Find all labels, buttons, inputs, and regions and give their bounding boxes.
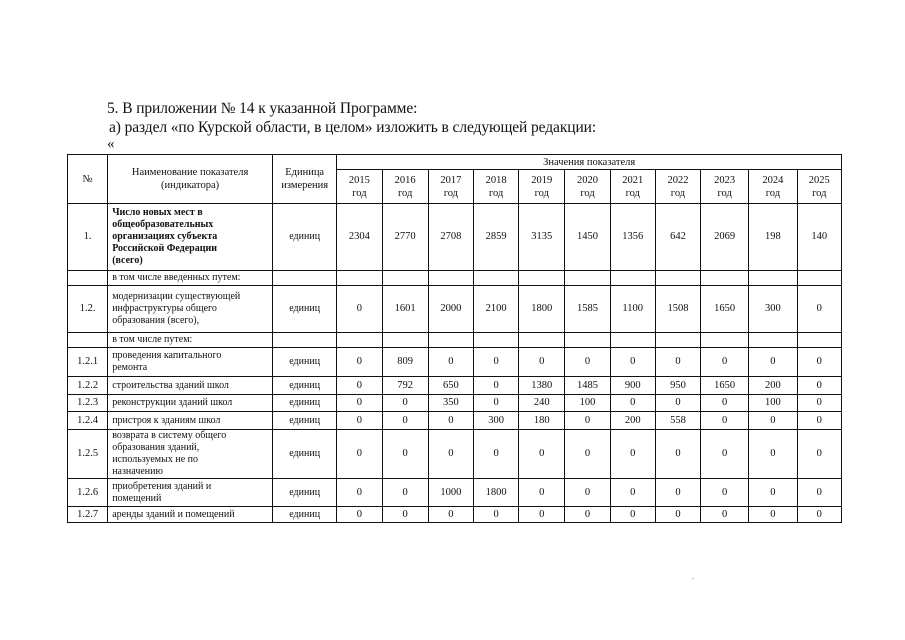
indicator-name-line: назначению [112, 466, 163, 477]
row-number: 1.2.3 [68, 395, 108, 412]
table-row [68, 377, 842, 395]
indicator-name [108, 204, 273, 271]
value-cell: 0 [519, 479, 565, 507]
empty-cell [337, 333, 382, 348]
value-cell: 0 [382, 507, 428, 523]
empty-cell [382, 271, 428, 286]
indicator-name-line: аренды зданий и помещений [112, 508, 235, 520]
value-cell: 0 [701, 395, 749, 412]
value-cell: 0 [565, 479, 610, 507]
header-year-word: год [352, 187, 367, 199]
value-cell: 0 [473, 377, 518, 395]
unit-cell: единиц [273, 204, 337, 271]
empty-cell [428, 271, 473, 286]
value-cell: 300 [749, 286, 797, 333]
indicator-name-line: проведения капитального [112, 350, 222, 361]
indicator-name-line: Российской Федерации [112, 243, 218, 254]
empty-cell [749, 271, 797, 286]
header-year-0 [337, 170, 382, 204]
header-number: № [68, 155, 108, 204]
empty-cell [382, 333, 428, 348]
indicator-name-line: помещений [112, 492, 162, 504]
value-cell: 300 [473, 412, 518, 430]
empty-cell [473, 271, 518, 286]
value-cell: 100 [565, 395, 610, 412]
empty-cell [610, 271, 655, 286]
value-cell: 1356 [610, 204, 655, 271]
value-cell: 0 [428, 412, 473, 430]
value-cell: 0 [337, 479, 382, 507]
empty-cell [701, 333, 749, 348]
header-year-number: 2023 [714, 174, 736, 186]
header-year-number: 2020 [577, 174, 599, 186]
value-cell: 0 [428, 348, 473, 377]
value-cell: 0 [797, 348, 841, 377]
empty-cell [565, 271, 610, 286]
indicator-name-line: общеобразовательных [112, 219, 214, 230]
value-cell: 0 [701, 507, 749, 523]
unit-cell: единиц [273, 430, 337, 479]
empty-cell [273, 333, 337, 348]
empty-cell [273, 271, 337, 286]
empty-cell [337, 271, 382, 286]
indicator-name-line: образования зданий, [112, 442, 200, 453]
value-cell: 0 [610, 507, 655, 523]
indicator-name-line: пристроя к зданиям школ [112, 414, 221, 426]
scan-speck [692, 578, 694, 579]
indicator-name-line: приобретения зданий и [112, 480, 212, 492]
indicator-name-line: модернизации существующей [112, 291, 241, 302]
header-values-group: Значения показателя [337, 155, 842, 170]
header-year-word: год [534, 187, 549, 199]
value-cell: 0 [749, 412, 797, 430]
header-year-number: 2018 [485, 174, 507, 186]
header-year-3 [473, 170, 518, 204]
row-number: 1. [68, 204, 108, 271]
value-cell: 0 [473, 348, 518, 377]
header-year-4 [519, 170, 565, 204]
indicator-name [108, 412, 273, 430]
value-cell: 1800 [473, 479, 518, 507]
header-year-1 [382, 170, 428, 204]
value-cell: 200 [610, 412, 655, 430]
value-cell: 0 [337, 348, 382, 377]
row-number: 1.2. [68, 286, 108, 333]
value-cell: 0 [337, 286, 382, 333]
document-heading [107, 99, 867, 151]
header-year-word: год [397, 187, 413, 199]
indicator-name-line: инфраструктуры общего [112, 303, 217, 314]
value-cell: 0 [749, 348, 797, 377]
indicator-name [108, 377, 273, 395]
table-subheader-row [68, 271, 842, 286]
indicator-name [108, 395, 273, 412]
table-body [68, 204, 842, 523]
table-row [68, 286, 842, 333]
value-cell: 180 [519, 412, 565, 430]
unit-cell: единиц [273, 395, 337, 412]
header-year-word: год [812, 187, 827, 199]
header-year-number: 2024 [762, 174, 784, 186]
value-cell: 558 [655, 412, 700, 430]
value-cell: 0 [797, 412, 841, 430]
value-cell: 240 [519, 395, 565, 412]
value-cell: 0 [337, 430, 382, 479]
value-cell: 0 [565, 507, 610, 523]
value-cell: 0 [797, 479, 841, 507]
indicator-name [108, 430, 273, 479]
value-cell: 0 [749, 430, 797, 479]
value-cell: 0 [797, 507, 841, 523]
table-row [68, 395, 842, 412]
table-row [68, 348, 842, 377]
value-cell: 0 [382, 412, 428, 430]
header-year-word: год [443, 187, 459, 199]
value-cell: 3135 [519, 204, 565, 271]
header-year-number: 2025 [808, 174, 830, 186]
value-cell: 0 [610, 348, 655, 377]
value-cell: 1380 [519, 377, 565, 395]
value-cell: 2770 [382, 204, 428, 271]
value-cell: 1650 [701, 286, 749, 333]
header-unit-line: измерения [281, 180, 329, 191]
indicator-name [108, 479, 273, 507]
value-cell: 200 [749, 377, 797, 395]
paragraph-item-5: 5. В приложении № 14 к указанной Программе: [107, 100, 418, 117]
value-cell: 642 [655, 204, 700, 271]
value-cell: 0 [655, 348, 700, 377]
value-cell: 0 [519, 507, 565, 523]
header-name-line: Наименование показателя [131, 167, 249, 178]
row-number: 1.2.5 [68, 430, 108, 479]
unit-cell: единиц [273, 348, 337, 377]
value-cell: 0 [610, 395, 655, 412]
value-cell: 0 [797, 430, 841, 479]
value-cell: 900 [610, 377, 655, 395]
value-cell: 0 [655, 430, 700, 479]
subheader-label: в том числе введенных путем: [108, 271, 273, 286]
value-cell: 1601 [382, 286, 428, 333]
indicator-name-line: (всего) [112, 255, 143, 266]
value-cell: 140 [797, 204, 841, 271]
value-cell: 0 [337, 395, 382, 412]
value-cell: 0 [610, 479, 655, 507]
value-cell: 0 [565, 348, 610, 377]
value-cell: 0 [655, 507, 700, 523]
indicator-name-line: организациях субъекта [112, 231, 218, 242]
table-row [68, 479, 842, 507]
value-cell: 1585 [565, 286, 610, 333]
header-year-9 [749, 170, 797, 204]
value-cell: 0 [701, 348, 749, 377]
indicator-name-line: строительства зданий школ [112, 379, 229, 391]
value-cell: 0 [428, 430, 473, 479]
value-cell: 0 [701, 430, 749, 479]
header-year-5 [565, 170, 610, 204]
value-cell: 1800 [519, 286, 565, 333]
empty-cell [749, 333, 797, 348]
header-year-7 [655, 170, 700, 204]
value-cell: 0 [473, 395, 518, 412]
empty-cell [428, 333, 473, 348]
table-row [68, 204, 842, 271]
value-cell: 0 [797, 395, 841, 412]
row-number: 1.2.6 [68, 479, 108, 507]
value-cell: 0 [519, 348, 565, 377]
value-cell: 1100 [610, 286, 655, 333]
header-year-word: год [765, 187, 781, 199]
header-unit-line: Единица [285, 167, 325, 178]
header-year-number: 2017 [440, 174, 462, 186]
header-year-word: год [625, 187, 640, 199]
indicator-name-line: используемых не по [112, 454, 198, 465]
unit-cell: единиц [273, 377, 337, 395]
header-year-number: 2021 [622, 174, 644, 186]
empty-cell [797, 271, 841, 286]
value-cell: 2859 [473, 204, 518, 271]
value-cell: 0 [337, 412, 382, 430]
value-cell: 0 [701, 412, 749, 430]
indicator-name [108, 348, 273, 377]
header-year-number: 2022 [667, 174, 689, 186]
value-cell: 1485 [565, 377, 610, 395]
value-cell: 0 [337, 377, 382, 395]
value-cell: 1508 [655, 286, 700, 333]
unit-cell: единиц [273, 286, 337, 333]
empty-cell [473, 333, 518, 348]
value-cell: 1000 [428, 479, 473, 507]
value-cell: 0 [337, 507, 382, 523]
header-year-8 [701, 170, 749, 204]
value-cell: 0 [749, 479, 797, 507]
value-cell: 0 [473, 507, 518, 523]
empty-cell [519, 333, 565, 348]
value-cell: 0 [655, 395, 700, 412]
value-cell: 0 [519, 430, 565, 479]
value-cell: 0 [428, 507, 473, 523]
unit-cell: единиц [273, 479, 337, 507]
header-year-word: год [670, 187, 686, 199]
header-year-word: год [717, 187, 732, 199]
empty-cell [701, 271, 749, 286]
value-cell: 1650 [701, 377, 749, 395]
header-year-6 [610, 170, 655, 204]
value-cell: 0 [797, 377, 841, 395]
indicator-values-table [67, 154, 842, 523]
value-cell: 0 [382, 430, 428, 479]
indicator-name-line: ремонта [112, 362, 148, 373]
value-cell: 2304 [337, 204, 382, 271]
value-cell: 2708 [428, 204, 473, 271]
value-cell: 950 [655, 377, 700, 395]
value-cell: 792 [382, 377, 428, 395]
value-cell: 0 [565, 412, 610, 430]
indicator-name-line: реконструкции зданий школ [112, 397, 233, 408]
header-year-word: год [580, 187, 595, 199]
header-year-2 [428, 170, 473, 204]
value-cell: 1450 [565, 204, 610, 271]
unit-cell: единиц [273, 412, 337, 430]
table-row [68, 412, 842, 430]
indicator-name-line: Число новых мест в [112, 207, 203, 218]
header-year-10 [797, 170, 841, 204]
empty-cell [797, 333, 841, 348]
value-cell: 809 [382, 348, 428, 377]
empty-cell [565, 333, 610, 348]
value-cell: 650 [428, 377, 473, 395]
empty-cell [610, 333, 655, 348]
header-name-line: (индикатора) [161, 180, 220, 191]
value-cell: 0 [655, 479, 700, 507]
value-cell: 0 [382, 479, 428, 507]
table-subheader-row [68, 333, 842, 348]
subheader-empty-cell [68, 333, 108, 348]
header-indicator-name [108, 155, 273, 204]
indicator-name [108, 286, 273, 333]
header-year-number: 2016 [394, 174, 416, 186]
value-cell: 0 [473, 430, 518, 479]
value-cell: 100 [749, 395, 797, 412]
row-number: 1.2.2 [68, 377, 108, 395]
subheader-empty-cell [68, 271, 108, 286]
table-row [68, 507, 842, 523]
value-cell: 0 [749, 507, 797, 523]
header-year-number: 2015 [348, 174, 370, 186]
empty-cell [519, 271, 565, 286]
value-cell: 0 [610, 430, 655, 479]
row-number: 1.2.1 [68, 348, 108, 377]
value-cell: 0 [565, 430, 610, 479]
header-year-word: год [488, 187, 504, 199]
opening-quote-mark: « [107, 136, 115, 152]
unit-cell: единиц [273, 507, 337, 523]
value-cell: 2069 [701, 204, 749, 271]
value-cell: 0 [797, 286, 841, 333]
value-cell: 198 [749, 204, 797, 271]
indicator-name-line: возврата в систему общего [112, 430, 227, 441]
subheader-label: в том числе путем: [108, 333, 273, 348]
table-header-row-top [68, 155, 842, 170]
value-cell: 2000 [428, 286, 473, 333]
paragraph-subitem-a: а) раздел «по Курской области, в целом» изложить в следующей редакции: [109, 119, 597, 136]
row-number: 1.2.7 [68, 507, 108, 523]
row-number: 1.2.4 [68, 412, 108, 430]
indicator-name [108, 507, 273, 523]
indicator-name-line: образования (всего), [112, 315, 200, 326]
value-cell: 0 [701, 479, 749, 507]
header-unit [273, 155, 337, 204]
value-cell: 0 [382, 395, 428, 412]
empty-cell [655, 333, 700, 348]
value-cell: 350 [428, 395, 473, 412]
empty-cell [655, 271, 700, 286]
value-cell: 2100 [473, 286, 518, 333]
table-row [68, 430, 842, 479]
header-year-number: 2019 [531, 174, 553, 186]
